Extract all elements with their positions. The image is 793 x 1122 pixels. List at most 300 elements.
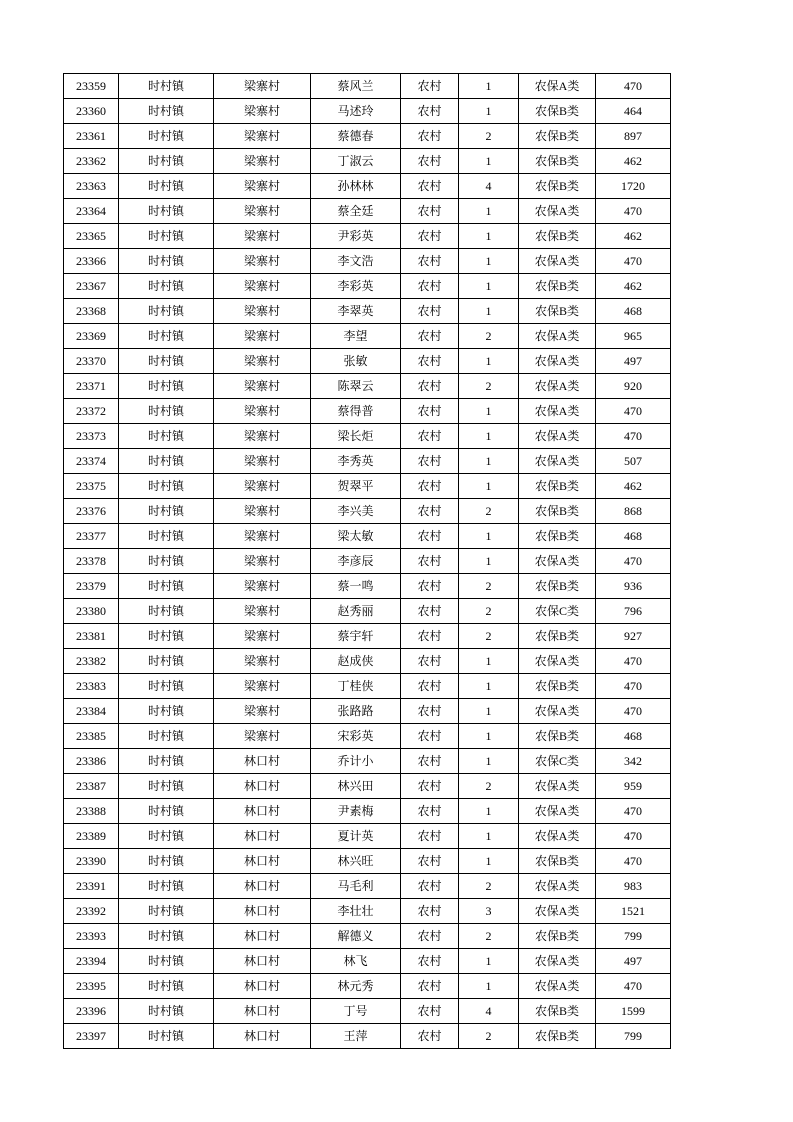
table-cell-amount: 470 bbox=[596, 549, 671, 574]
table-cell-id: 23389 bbox=[64, 824, 119, 849]
table-row bbox=[64, 149, 671, 174]
table-cell-id: 23379 bbox=[64, 574, 119, 599]
table-cell-village: 梁寨村 bbox=[214, 449, 311, 474]
table-cell-village: 梁寨村 bbox=[214, 424, 311, 449]
table-cell-village: 林口村 bbox=[214, 949, 311, 974]
table-cell-village: 梁寨村 bbox=[214, 399, 311, 424]
table-cell-amount: 342 bbox=[596, 749, 671, 774]
table-cell-type: 农村 bbox=[401, 449, 459, 474]
table-cell-count: 1 bbox=[459, 974, 519, 999]
table-cell-village: 林口村 bbox=[214, 799, 311, 824]
table-row bbox=[64, 624, 671, 649]
table-cell-amount: 470 bbox=[596, 699, 671, 724]
table-row bbox=[64, 749, 671, 774]
table-cell-id: 23397 bbox=[64, 1024, 119, 1049]
table-cell-count: 1 bbox=[459, 199, 519, 224]
table-cell-category: 农保B类 bbox=[519, 274, 596, 299]
table-cell-count: 1 bbox=[459, 399, 519, 424]
table-cell-count: 2 bbox=[459, 924, 519, 949]
table-cell-id: 23394 bbox=[64, 949, 119, 974]
table-cell-village: 梁寨村 bbox=[214, 149, 311, 174]
table-cell-category: 农保A类 bbox=[519, 899, 596, 924]
table-cell-name: 解德义 bbox=[311, 924, 401, 949]
table-cell-amount: 799 bbox=[596, 1024, 671, 1049]
table-cell-name: 蔡全廷 bbox=[311, 199, 401, 224]
table-cell-amount: 462 bbox=[596, 149, 671, 174]
table-cell-town: 时村镇 bbox=[119, 599, 214, 624]
table-cell-category: 农保B类 bbox=[519, 574, 596, 599]
table-cell-name: 马述玲 bbox=[311, 99, 401, 124]
table-cell-id: 23387 bbox=[64, 774, 119, 799]
table-cell-type: 农村 bbox=[401, 824, 459, 849]
table-cell-count: 2 bbox=[459, 124, 519, 149]
table-cell-id: 23369 bbox=[64, 324, 119, 349]
table-row bbox=[64, 599, 671, 624]
table-cell-village: 梁寨村 bbox=[214, 474, 311, 499]
table-cell-category: 农保A类 bbox=[519, 774, 596, 799]
table-cell-id: 23373 bbox=[64, 424, 119, 449]
table-cell-name: 丁号 bbox=[311, 999, 401, 1024]
table-row bbox=[64, 924, 671, 949]
table-cell-name: 张敏 bbox=[311, 349, 401, 374]
table-cell-id: 23384 bbox=[64, 699, 119, 724]
table-cell-category: 农保C类 bbox=[519, 749, 596, 774]
table-cell-count: 1 bbox=[459, 349, 519, 374]
table-row bbox=[64, 899, 671, 924]
table-cell-type: 农村 bbox=[401, 1024, 459, 1049]
table-cell-amount: 799 bbox=[596, 924, 671, 949]
table-cell-id: 23374 bbox=[64, 449, 119, 474]
table-cell-village: 梁寨村 bbox=[214, 524, 311, 549]
table-cell-village: 梁寨村 bbox=[214, 274, 311, 299]
table-cell-town: 时村镇 bbox=[119, 824, 214, 849]
table-row bbox=[64, 574, 671, 599]
table-cell-amount: 470 bbox=[596, 974, 671, 999]
table-cell-count: 1 bbox=[459, 449, 519, 474]
table-row bbox=[64, 874, 671, 899]
table-cell-town: 时村镇 bbox=[119, 774, 214, 799]
table-cell-amount: 965 bbox=[596, 324, 671, 349]
table-cell-count: 3 bbox=[459, 899, 519, 924]
table-cell-name: 梁长炬 bbox=[311, 424, 401, 449]
table-cell-id: 23381 bbox=[64, 624, 119, 649]
table-cell-village: 梁寨村 bbox=[214, 624, 311, 649]
table-cell-name: 李翠英 bbox=[311, 299, 401, 324]
table-cell-type: 农村 bbox=[401, 674, 459, 699]
table-cell-village: 梁寨村 bbox=[214, 649, 311, 674]
table-cell-village: 梁寨村 bbox=[214, 99, 311, 124]
table-cell-id: 23364 bbox=[64, 199, 119, 224]
table-cell-town: 时村镇 bbox=[119, 749, 214, 774]
table-cell-name: 李文浩 bbox=[311, 249, 401, 274]
table-cell-type: 农村 bbox=[401, 524, 459, 549]
table-cell-name: 张路路 bbox=[311, 699, 401, 724]
table-row bbox=[64, 774, 671, 799]
table-cell-type: 农村 bbox=[401, 424, 459, 449]
table-cell-amount: 920 bbox=[596, 374, 671, 399]
table-row bbox=[64, 399, 671, 424]
table-cell-town: 时村镇 bbox=[119, 149, 214, 174]
table-cell-town: 时村镇 bbox=[119, 674, 214, 699]
table-cell-type: 农村 bbox=[401, 974, 459, 999]
table-cell-id: 23367 bbox=[64, 274, 119, 299]
table-cell-type: 农村 bbox=[401, 299, 459, 324]
table-cell-category: 农保B类 bbox=[519, 624, 596, 649]
table-row bbox=[64, 499, 671, 524]
table-cell-count: 1 bbox=[459, 474, 519, 499]
table-cell-count: 1 bbox=[459, 849, 519, 874]
table-cell-count: 2 bbox=[459, 574, 519, 599]
table-cell-type: 农村 bbox=[401, 474, 459, 499]
table-cell-id: 23366 bbox=[64, 249, 119, 274]
table-cell-type: 农村 bbox=[401, 249, 459, 274]
table-cell-category: 农保A类 bbox=[519, 324, 596, 349]
table-cell-count: 2 bbox=[459, 874, 519, 899]
table-cell-amount: 470 bbox=[596, 824, 671, 849]
table-cell-amount: 897 bbox=[596, 124, 671, 149]
table-row bbox=[64, 974, 671, 999]
table-cell-amount: 462 bbox=[596, 224, 671, 249]
table-cell-village: 林口村 bbox=[214, 824, 311, 849]
table-cell-count: 2 bbox=[459, 774, 519, 799]
table-cell-town: 时村镇 bbox=[119, 449, 214, 474]
table-cell-count: 1 bbox=[459, 224, 519, 249]
table-cell-town: 时村镇 bbox=[119, 624, 214, 649]
table-cell-amount: 959 bbox=[596, 774, 671, 799]
table-cell-village: 林口村 bbox=[214, 974, 311, 999]
table-cell-id: 23375 bbox=[64, 474, 119, 499]
table-cell-count: 4 bbox=[459, 174, 519, 199]
table-cell-category: 农保A类 bbox=[519, 424, 596, 449]
table-cell-type: 农村 bbox=[401, 924, 459, 949]
table-cell-count: 1 bbox=[459, 99, 519, 124]
table-cell-count: 1 bbox=[459, 949, 519, 974]
table-cell-town: 时村镇 bbox=[119, 699, 214, 724]
table-cell-name: 蔡德春 bbox=[311, 124, 401, 149]
table-cell-category: 农保B类 bbox=[519, 724, 596, 749]
table-cell-type: 农村 bbox=[401, 199, 459, 224]
table-cell-name: 梁太敏 bbox=[311, 524, 401, 549]
table-cell-town: 时村镇 bbox=[119, 99, 214, 124]
table-cell-town: 时村镇 bbox=[119, 124, 214, 149]
table-cell-village: 梁寨村 bbox=[214, 324, 311, 349]
table-cell-count: 1 bbox=[459, 699, 519, 724]
table-cell-town: 时村镇 bbox=[119, 849, 214, 874]
table-cell-type: 农村 bbox=[401, 149, 459, 174]
table-row bbox=[64, 524, 671, 549]
table-cell-village: 梁寨村 bbox=[214, 549, 311, 574]
table-cell-name: 林元秀 bbox=[311, 974, 401, 999]
table-cell-type: 农村 bbox=[401, 499, 459, 524]
table-cell-type: 农村 bbox=[401, 724, 459, 749]
table-cell-village: 梁寨村 bbox=[214, 249, 311, 274]
table-cell-amount: 468 bbox=[596, 524, 671, 549]
table-row bbox=[64, 949, 671, 974]
table-cell-type: 农村 bbox=[401, 849, 459, 874]
table-cell-type: 农村 bbox=[401, 224, 459, 249]
table-row bbox=[64, 124, 671, 149]
table-cell-amount: 468 bbox=[596, 724, 671, 749]
table-cell-amount: 1720 bbox=[596, 174, 671, 199]
table-cell-amount: 497 bbox=[596, 349, 671, 374]
table-cell-id: 23360 bbox=[64, 99, 119, 124]
table-cell-type: 农村 bbox=[401, 574, 459, 599]
table-cell-count: 1 bbox=[459, 249, 519, 274]
table-row bbox=[64, 799, 671, 824]
table-cell-name: 孙林林 bbox=[311, 174, 401, 199]
table-cell-amount: 497 bbox=[596, 949, 671, 974]
table-cell-amount: 462 bbox=[596, 274, 671, 299]
table-cell-category: 农保A类 bbox=[519, 449, 596, 474]
table-cell-category: 农保B类 bbox=[519, 1024, 596, 1049]
table-cell-village: 林口村 bbox=[214, 774, 311, 799]
table-cell-category: 农保B类 bbox=[519, 149, 596, 174]
table-cell-category: 农保B类 bbox=[519, 99, 596, 124]
table-cell-town: 时村镇 bbox=[119, 724, 214, 749]
table-row bbox=[64, 674, 671, 699]
table-cell-type: 农村 bbox=[401, 399, 459, 424]
table-cell-type: 农村 bbox=[401, 74, 459, 99]
table-cell-count: 2 bbox=[459, 1024, 519, 1049]
table-cell-town: 时村镇 bbox=[119, 274, 214, 299]
table-cell-category: 农保A类 bbox=[519, 399, 596, 424]
table-cell-category: 农保A类 bbox=[519, 874, 596, 899]
table-cell-type: 农村 bbox=[401, 799, 459, 824]
table-cell-type: 农村 bbox=[401, 999, 459, 1024]
table-cell-name: 蔡风兰 bbox=[311, 74, 401, 99]
table-cell-id: 23385 bbox=[64, 724, 119, 749]
table-cell-amount: 868 bbox=[596, 499, 671, 524]
table-row bbox=[64, 699, 671, 724]
table-cell-id: 23383 bbox=[64, 674, 119, 699]
table-cell-category: 农保A类 bbox=[519, 699, 596, 724]
table-cell-town: 时村镇 bbox=[119, 349, 214, 374]
records-table-body bbox=[64, 74, 671, 1049]
table-cell-name: 蔡得普 bbox=[311, 399, 401, 424]
table-cell-town: 时村镇 bbox=[119, 199, 214, 224]
table-cell-name: 李秀英 bbox=[311, 449, 401, 474]
table-cell-town: 时村镇 bbox=[119, 499, 214, 524]
table-cell-type: 农村 bbox=[401, 899, 459, 924]
table-cell-village: 梁寨村 bbox=[214, 699, 311, 724]
table-cell-village: 梁寨村 bbox=[214, 349, 311, 374]
table-cell-village: 林口村 bbox=[214, 749, 311, 774]
table-cell-id: 23365 bbox=[64, 224, 119, 249]
table-cell-category: 农保A类 bbox=[519, 349, 596, 374]
table-cell-town: 时村镇 bbox=[119, 249, 214, 274]
table-cell-id: 23396 bbox=[64, 999, 119, 1024]
table-cell-type: 农村 bbox=[401, 349, 459, 374]
table-cell-category: 农保A类 bbox=[519, 249, 596, 274]
table-cell-amount: 1521 bbox=[596, 899, 671, 924]
table-cell-count: 1 bbox=[459, 649, 519, 674]
table-cell-amount: 927 bbox=[596, 624, 671, 649]
table-cell-village: 梁寨村 bbox=[214, 224, 311, 249]
table-cell-category: 农保B类 bbox=[519, 474, 596, 499]
table-cell-type: 农村 bbox=[401, 774, 459, 799]
table-cell-id: 23362 bbox=[64, 149, 119, 174]
table-cell-category: 农保B类 bbox=[519, 299, 596, 324]
table-row bbox=[64, 474, 671, 499]
table-cell-town: 时村镇 bbox=[119, 524, 214, 549]
table-cell-amount: 470 bbox=[596, 424, 671, 449]
table-cell-type: 农村 bbox=[401, 274, 459, 299]
table-cell-amount: 470 bbox=[596, 249, 671, 274]
table-cell-amount: 470 bbox=[596, 199, 671, 224]
table-cell-amount: 936 bbox=[596, 574, 671, 599]
table-cell-name: 丁淑云 bbox=[311, 149, 401, 174]
table-cell-count: 2 bbox=[459, 499, 519, 524]
table-cell-name: 李兴美 bbox=[311, 499, 401, 524]
table-cell-category: 农保C类 bbox=[519, 599, 596, 624]
table-cell-name: 李望 bbox=[311, 324, 401, 349]
table-cell-category: 农保A类 bbox=[519, 549, 596, 574]
table-cell-town: 时村镇 bbox=[119, 899, 214, 924]
table-cell-id: 23368 bbox=[64, 299, 119, 324]
table-row bbox=[64, 224, 671, 249]
table-cell-amount: 470 bbox=[596, 849, 671, 874]
table-cell-village: 林口村 bbox=[214, 924, 311, 949]
table-cell-category: 农保A类 bbox=[519, 974, 596, 999]
table-cell-count: 1 bbox=[459, 724, 519, 749]
table-cell-count: 1 bbox=[459, 299, 519, 324]
table-cell-type: 农村 bbox=[401, 649, 459, 674]
table-cell-id: 23359 bbox=[64, 74, 119, 99]
table-row bbox=[64, 424, 671, 449]
table-cell-category: 农保A类 bbox=[519, 649, 596, 674]
table-cell-category: 农保B类 bbox=[519, 674, 596, 699]
table-cell-count: 1 bbox=[459, 149, 519, 174]
table-cell-town: 时村镇 bbox=[119, 424, 214, 449]
table-row bbox=[64, 724, 671, 749]
table-cell-id: 23372 bbox=[64, 399, 119, 424]
table-cell-id: 23382 bbox=[64, 649, 119, 674]
table-cell-name: 马毛利 bbox=[311, 874, 401, 899]
table-cell-count: 1 bbox=[459, 824, 519, 849]
table-cell-village: 梁寨村 bbox=[214, 74, 311, 99]
table-row bbox=[64, 74, 671, 99]
table-cell-name: 蔡一鸣 bbox=[311, 574, 401, 599]
table-cell-count: 1 bbox=[459, 524, 519, 549]
table-cell-name: 尹彩英 bbox=[311, 224, 401, 249]
table-cell-town: 时村镇 bbox=[119, 299, 214, 324]
table-cell-town: 时村镇 bbox=[119, 1024, 214, 1049]
table-cell-id: 23390 bbox=[64, 849, 119, 874]
table-cell-village: 林口村 bbox=[214, 874, 311, 899]
table-cell-village: 梁寨村 bbox=[214, 499, 311, 524]
table-cell-village: 林口村 bbox=[214, 999, 311, 1024]
table-cell-category: 农保B类 bbox=[519, 849, 596, 874]
table-cell-amount: 464 bbox=[596, 99, 671, 124]
table-cell-name: 林飞 bbox=[311, 949, 401, 974]
table-cell-town: 时村镇 bbox=[119, 549, 214, 574]
table-cell-village: 梁寨村 bbox=[214, 574, 311, 599]
table-cell-town: 时村镇 bbox=[119, 224, 214, 249]
table-cell-village: 梁寨村 bbox=[214, 124, 311, 149]
table-cell-id: 23386 bbox=[64, 749, 119, 774]
table-cell-type: 农村 bbox=[401, 624, 459, 649]
table-cell-id: 23361 bbox=[64, 124, 119, 149]
table-row bbox=[64, 99, 671, 124]
table-cell-town: 时村镇 bbox=[119, 999, 214, 1024]
table-cell-town: 时村镇 bbox=[119, 974, 214, 999]
table-cell-name: 贺翠平 bbox=[311, 474, 401, 499]
table-cell-village: 梁寨村 bbox=[214, 374, 311, 399]
table-cell-town: 时村镇 bbox=[119, 949, 214, 974]
table-cell-town: 时村镇 bbox=[119, 474, 214, 499]
table-cell-name: 赵秀丽 bbox=[311, 599, 401, 624]
table-cell-category: 农保B类 bbox=[519, 499, 596, 524]
table-cell-count: 1 bbox=[459, 674, 519, 699]
table-cell-amount: 470 bbox=[596, 674, 671, 699]
table-cell-count: 4 bbox=[459, 999, 519, 1024]
table-cell-village: 梁寨村 bbox=[214, 174, 311, 199]
table-cell-id: 23378 bbox=[64, 549, 119, 574]
table-cell-town: 时村镇 bbox=[119, 874, 214, 899]
table-cell-village: 梁寨村 bbox=[214, 299, 311, 324]
table-row bbox=[64, 549, 671, 574]
table-row bbox=[64, 199, 671, 224]
table-cell-type: 农村 bbox=[401, 99, 459, 124]
table-cell-count: 2 bbox=[459, 324, 519, 349]
table-cell-count: 1 bbox=[459, 549, 519, 574]
table-cell-amount: 507 bbox=[596, 449, 671, 474]
table-cell-category: 农保B类 bbox=[519, 999, 596, 1024]
table-cell-amount: 470 bbox=[596, 399, 671, 424]
table-cell-category: 农保B类 bbox=[519, 174, 596, 199]
table-cell-name: 李彩英 bbox=[311, 274, 401, 299]
table-cell-town: 时村镇 bbox=[119, 174, 214, 199]
table-row bbox=[64, 649, 671, 674]
table-cell-count: 1 bbox=[459, 749, 519, 774]
table-cell-village: 林口村 bbox=[214, 899, 311, 924]
table-cell-type: 农村 bbox=[401, 599, 459, 624]
table-cell-type: 农村 bbox=[401, 749, 459, 774]
table-cell-type: 农村 bbox=[401, 124, 459, 149]
table-cell-amount: 1599 bbox=[596, 999, 671, 1024]
table-cell-id: 23377 bbox=[64, 524, 119, 549]
table-cell-town: 时村镇 bbox=[119, 924, 214, 949]
table-cell-category: 农保A类 bbox=[519, 799, 596, 824]
table-cell-amount: 470 bbox=[596, 74, 671, 99]
table-cell-id: 23370 bbox=[64, 349, 119, 374]
table-cell-name: 王萍 bbox=[311, 1024, 401, 1049]
table-cell-amount: 468 bbox=[596, 299, 671, 324]
table-cell-name: 李彦辰 bbox=[311, 549, 401, 574]
table-cell-name: 宋彩英 bbox=[311, 724, 401, 749]
table-cell-category: 农保B类 bbox=[519, 524, 596, 549]
records-table bbox=[63, 73, 671, 1049]
table-cell-category: 农保B类 bbox=[519, 924, 596, 949]
table-cell-amount: 470 bbox=[596, 649, 671, 674]
table-cell-id: 23363 bbox=[64, 174, 119, 199]
table-row bbox=[64, 849, 671, 874]
table-cell-type: 农村 bbox=[401, 374, 459, 399]
table-cell-town: 时村镇 bbox=[119, 799, 214, 824]
table-cell-village: 梁寨村 bbox=[214, 599, 311, 624]
table-cell-category: 农保B类 bbox=[519, 124, 596, 149]
table-cell-name: 尹素梅 bbox=[311, 799, 401, 824]
table-row bbox=[64, 449, 671, 474]
table-cell-name: 李壮壮 bbox=[311, 899, 401, 924]
table-cell-village: 林口村 bbox=[214, 1024, 311, 1049]
table-cell-amount: 796 bbox=[596, 599, 671, 624]
table-cell-id: 23393 bbox=[64, 924, 119, 949]
table-cell-count: 2 bbox=[459, 624, 519, 649]
table-cell-name: 乔计小 bbox=[311, 749, 401, 774]
table-cell-category: 农保A类 bbox=[519, 824, 596, 849]
table-cell-category: 农保A类 bbox=[519, 374, 596, 399]
